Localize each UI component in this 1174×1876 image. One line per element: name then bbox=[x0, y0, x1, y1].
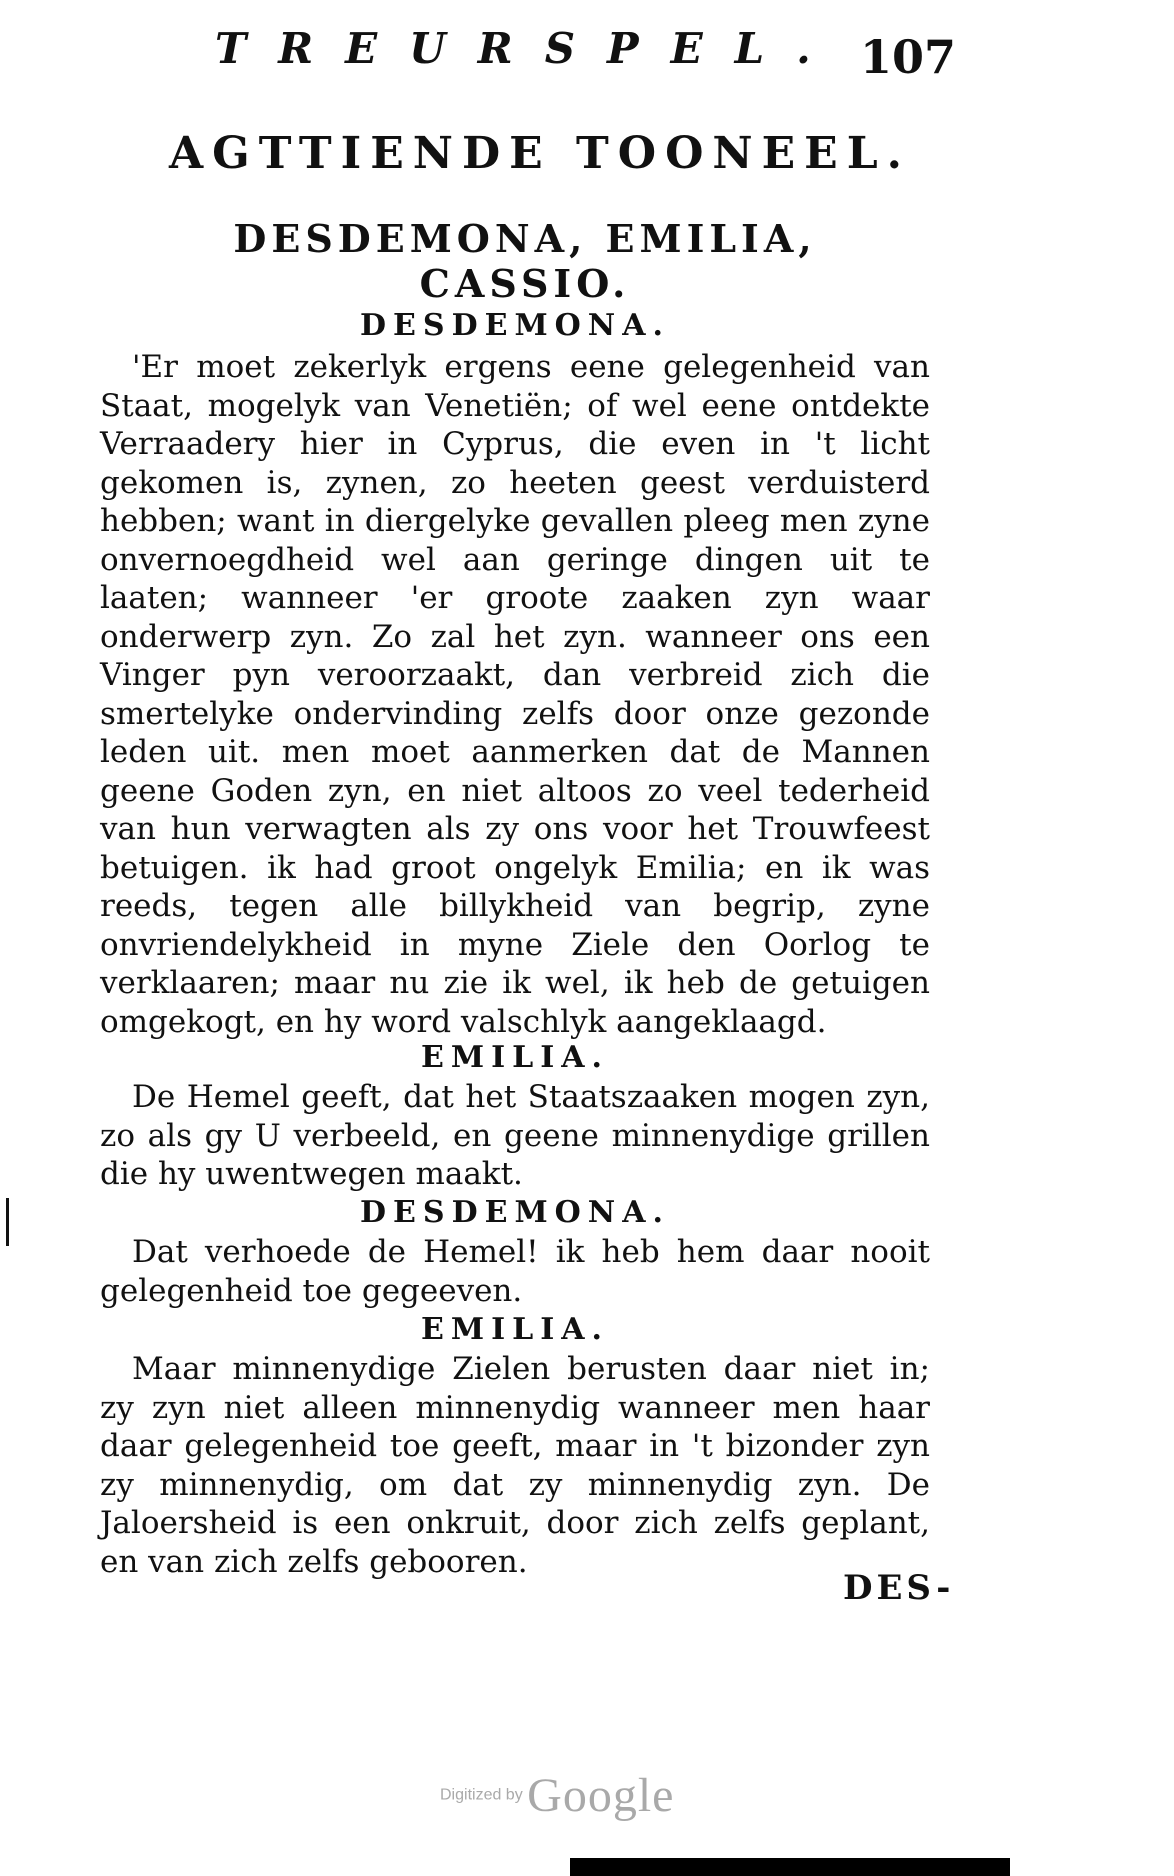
speech-text-content: Maar minnenydige Zielen berusten daar niet in; zy zyn niet alleen minnenydig wanneer men haar daar gelegenheid toe geeft, maar in 't bizonder zyn zy minnenydig, om dat zy minnenydig zyn. De Jaloersheid is een onkruit, door zich zelfs geplant, en van zich zelfs gebooren. bbox=[100, 1351, 930, 1580]
digitization-watermark bbox=[440, 1768, 740, 1823]
scene-cast-list: DESDEMONA, EMILIA, CASSIO. bbox=[233, 216, 817, 306]
running-head: TREURSPEL. bbox=[215, 24, 843, 73]
watermark-prefix: Digitized by bbox=[440, 1786, 523, 1804]
speech-text-content: Dat verhoede de Hemel! ik heb hem daar nooit gelegenheid toe gegeeven. bbox=[100, 1234, 930, 1309]
speaker-name: EMILIA. bbox=[421, 1040, 609, 1075]
scan-edge-bar bbox=[570, 1858, 1010, 1876]
catchword: DES- bbox=[843, 1568, 955, 1608]
speech-text bbox=[100, 1078, 930, 1194]
page-number: 107 bbox=[860, 30, 957, 84]
speaker-name: DESDEMONA. bbox=[360, 308, 670, 343]
scene-heading: AGTTIENDE TOONEEL. bbox=[169, 128, 911, 179]
watermark-logo: Google bbox=[527, 1769, 675, 1822]
speaker-name: DESDEMONA. bbox=[360, 1195, 670, 1230]
margin-mark bbox=[6, 1198, 9, 1246]
speech-text-content: 'Er moet zekerlyk ergens eene gelegenheid van Staat, mogelyk van Venetiën; of wel eene ontdekte Verraadery hier in Cyprus, die even in 't licht gekomen is, zynen, zo heeten geest verduisterd hebben; want in diergelyke gevallen pleeg men zyne onvernoegdheid wel aan geringe dingen uit te laaten; wanneer 'er groote zaaken zyn waar onderwerp zyn. Zo zal het zyn. wanneer ons een Vinger pyn veroorzaakt, dan verbreid zich die smertelyke ondervinding zelfs door onze gezonde leden uit. men moet aanmerken dat de Mannen geene Goden zyn, en niet altoos zo veel tederheid van hun verwagten als zy ons voor het Trouwfeest betuigen. ik had groot ongelyk Emilia; en ik was reeds, tegen alle billykheid van begrip, zyne onvriendelykheid in myne Ziele den Oorlog te verklaaren; maar nu zie ik wel, ik heb de getuigen omgekogt, en hy word valschlyk aangeklaagd. bbox=[100, 349, 930, 1040]
speech-text bbox=[100, 1350, 930, 1581]
speech-text bbox=[100, 1233, 930, 1310]
speech-text bbox=[100, 348, 930, 1041]
speech-text-content: De Hemel geeft, dat het Staatszaaken mogen zyn, zo als gy U verbeeld, en geene minnenydige grillen die hy uwentwegen maakt. bbox=[100, 1079, 930, 1192]
speaker-name: EMILIA. bbox=[421, 1312, 609, 1347]
